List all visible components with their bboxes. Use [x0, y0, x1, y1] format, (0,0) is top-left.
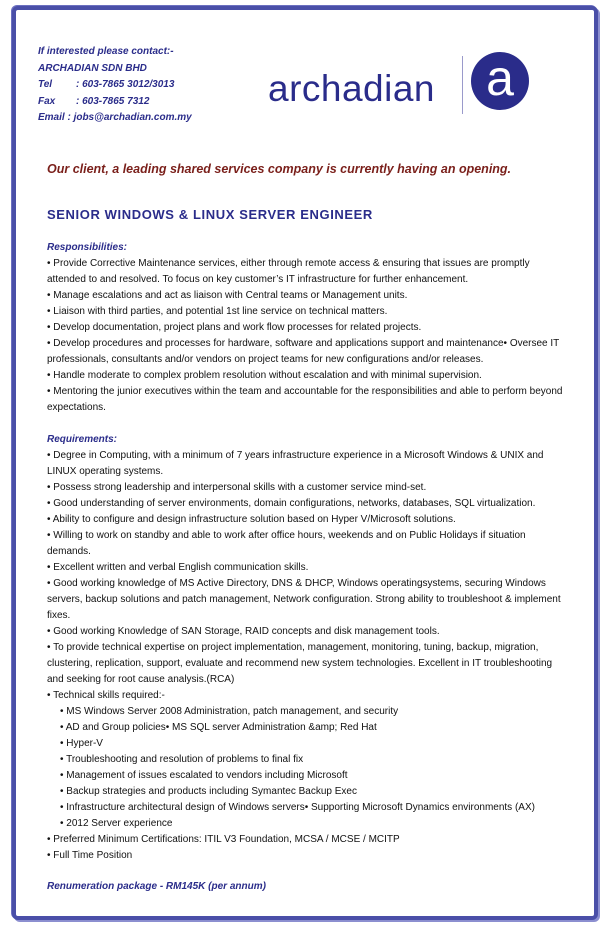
sub-list-item: • 2012 Server experience	[60, 818, 173, 829]
tel-value[interactable]: : 603-7865 3012/3013	[76, 79, 175, 90]
archadian-logo	[268, 52, 538, 114]
logo-mark-icon: a	[471, 52, 529, 110]
list-item: • Manage escalations and act as liaison with Central teams or Management units.	[47, 290, 408, 301]
sub-list-item: • MS Windows Server 2008 Administration, patch management, and security	[60, 706, 399, 717]
sub-list-item: • AD and Group policies• MS SQL server Administration &amp; Red Hat	[60, 722, 377, 733]
sub-list-item: • Infrastructure architectural design of Windows servers• Supporting Microsoft Dynamics environments (AX)	[60, 802, 535, 813]
list-item: • Degree in Computing, with a minimum of 7 years infrastructure experience in a Microsoft Windows & UNIX and LINUX operating systems.	[47, 450, 544, 477]
contact-fax	[38, 94, 192, 111]
sub-list-item: • Hyper-V	[60, 738, 103, 749]
contact-email[interactable]: Email : jobs@archadian.com.my	[38, 112, 192, 123]
list-item: • Develop procedures and processes for hardware, software and applications support and maintenance• Oversee IT professionals, consultants and/or vendors on project teams for new configurations and/or releases.	[47, 338, 560, 365]
fax-label: Fax	[38, 95, 56, 107]
list-item: • Possess strong leadership and interpersonal skills with a customer service mind-set.	[47, 482, 427, 493]
tel-label: Tel	[38, 79, 53, 90]
requirements-section	[47, 432, 567, 864]
logo-wordmark: archadian	[268, 68, 436, 109]
responsibilities-section	[47, 240, 567, 416]
list-item: • Preferred Minimum Certifications: ITIL V3 Foundation, MCSA / MCSE / MCITP	[47, 834, 400, 845]
list-item: • Liaison with third parties, and potential 1st line service on technical matters.	[47, 306, 388, 317]
fax-value: : 603-7865 7312	[76, 95, 150, 107]
list-item: • Provide Corrective Maintenance services, either through remote access & ensuring that issues are promptly attended to and resolved. To focus on key customer’s IT infrastructure for further enhancement.	[47, 258, 530, 285]
list-item: • Mentoring the junior executives within the team and accountable for the responsibilities and able to perform beyond expectations.	[47, 386, 563, 413]
responsibilities-heading: Responsibilities:	[47, 242, 128, 253]
list-item: • Full Time Position	[47, 850, 133, 861]
list-item: • Good understanding of server environments, domain configurations, networks, databases, SQL virtualization.	[47, 498, 536, 509]
list-item: • Technical skills required:-	[47, 690, 165, 701]
list-item: • Ability to configure and design infrastructure solution based on Hyper V/Microsoft solutions.	[47, 514, 456, 525]
list-item: • Willing to work on standby and able to work after office hours, weekends and on Public Holidays if situation demands.	[47, 530, 526, 557]
list-item: • Handle moderate to complex problem resolution without escalation and with minimal supervision.	[47, 370, 482, 381]
tagline: Our client, a leading shared services company is currently having an opening.	[47, 162, 512, 176]
sub-list-item: • Troubleshooting and resolution of problems to final fix	[60, 754, 304, 765]
requirements-heading: Requirements:	[47, 434, 118, 445]
sub-list-item: • Backup strategies and products including Symantec Backup Exec	[60, 786, 357, 797]
list-item: • Excellent written and verbal English communication skills.	[47, 562, 309, 573]
list-item: • Good working knowledge of MS Active Directory, DNS & DHCP, Windows operatingsystems, securing Windows servers, backup solutions and patch management, Network configuration. Strong ability to troubleshoot & implement fixes.	[47, 578, 561, 621]
list-item: • Develop documentation, project plans and work flow processes for related projects.	[47, 322, 422, 333]
sub-list-item: • Management of issues escalated to vendors including Microsoft	[60, 770, 348, 781]
contact-block	[38, 44, 192, 127]
list-item: • To provide technical expertise on project implementation, management, monitoring, tuning, backup, migration, clustering, replication, support, evaluate and recommend new system technologies. Excellent in IT troubleshooting and seeking for root cause analysis.(RCA)	[47, 642, 553, 685]
contact-company: ARCHADIAN SDN BHD	[38, 62, 147, 74]
job-title: SENIOR WINDOWS & LINUX SERVER ENGINEER	[47, 207, 373, 222]
contact-intro: If interested please contact:-	[38, 46, 174, 57]
remuneration-package: Renumeration package - RM145K (per annum)	[47, 881, 266, 892]
contact-tel	[38, 77, 192, 94]
list-item: • Good working Knowledge of SAN Storage, RAID concepts and disk management tools.	[47, 626, 440, 637]
logo-divider	[462, 56, 463, 114]
